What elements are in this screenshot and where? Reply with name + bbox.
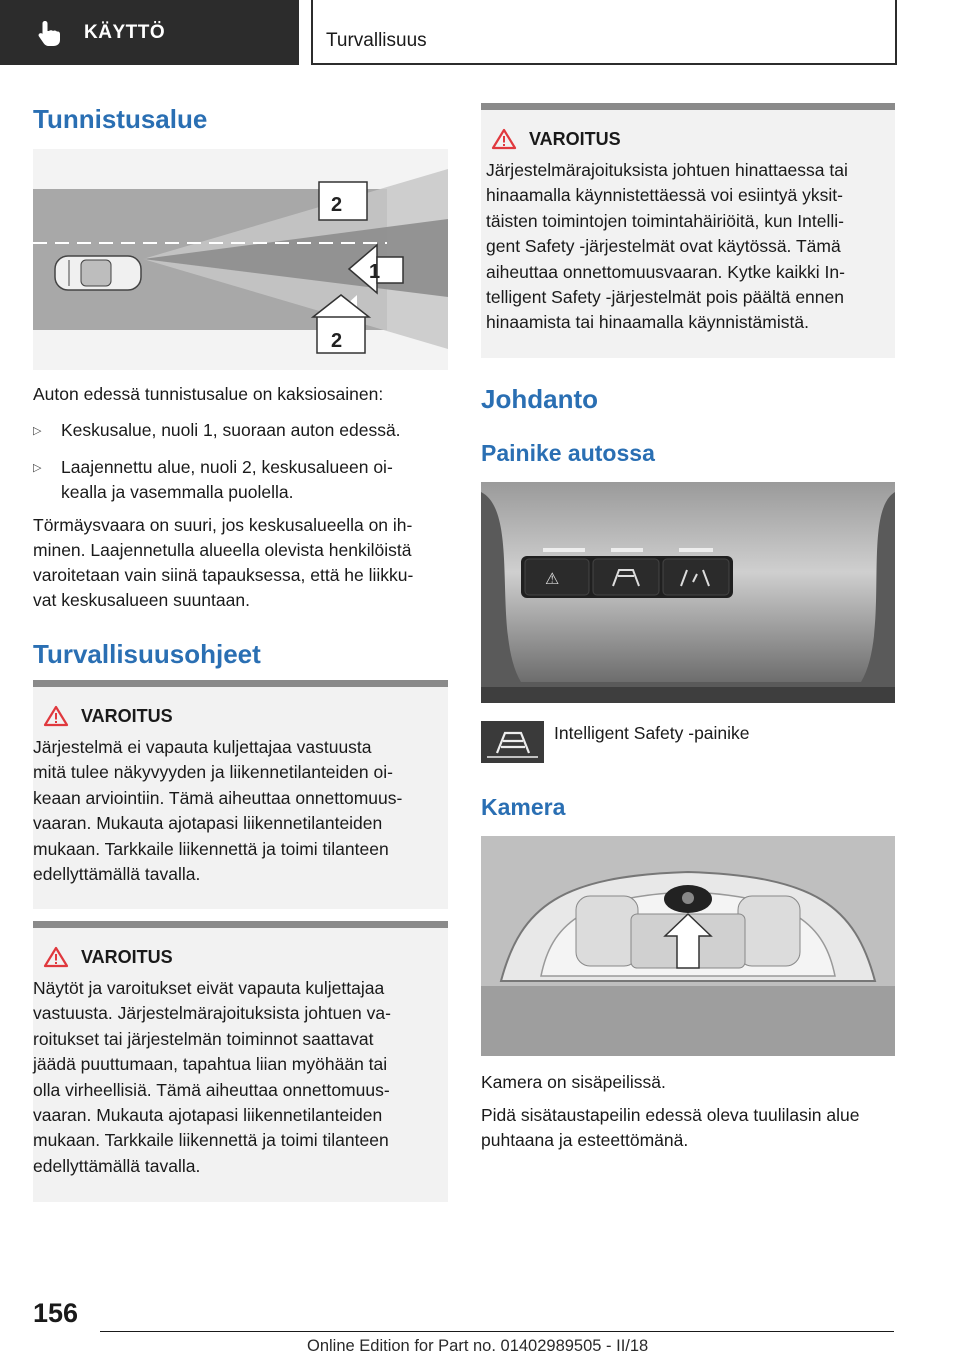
bullet-text: Laajennettu alue, nuoli 2, keskusalueen oi- kealla ja vasemmalla puolella.: [61, 457, 393, 502]
diagram-label-2-top: 2: [331, 194, 343, 216]
triangle-bullet-icon: ▷: [33, 462, 42, 474]
heading-introduction: Johdanto: [481, 384, 598, 414]
camera-location-text: Kamera on sisäpeilissä.: [481, 1072, 666, 1092]
warning-title: VAROITUS: [529, 128, 621, 149]
breadcrumb-label: Turvallisuus: [326, 30, 427, 51]
warning-title: VAROITUS: [81, 705, 173, 726]
warning-title: VAROITUS: [81, 946, 173, 967]
subheading-camera: Kamera: [481, 794, 566, 820]
camera-care-text: Pidä sisätaustapeilin edessä oleva tuulilasin alue puhtaana ja esteettömänä.: [481, 1105, 860, 1150]
warning-box: [481, 103, 895, 358]
footer-divider: [100, 1331, 894, 1332]
warning-triangle-icon: [43, 705, 69, 727]
section-tab: [0, 0, 299, 65]
warning-triangle-icon: [43, 946, 69, 968]
edition-footer: Online Edition for Part no. 01402989505 - II/18: [307, 1337, 649, 1355]
heading-safety-instructions: Turvallisuusohjeet: [33, 639, 261, 669]
detection-intro: Auton edessä tunnistusalue on kaksiosainen:: [33, 384, 384, 404]
bullet-text: Keskusalue, nuoli 1, suoraan auton edessä.: [61, 420, 401, 440]
list-item: [33, 418, 448, 444]
diagram-label-1: 1: [369, 261, 381, 283]
triangle-bullet-icon: ▷: [33, 425, 42, 437]
arrow-2-top: [319, 181, 367, 220]
heading-detection-area: Tunnistusalue: [33, 104, 208, 134]
page-number: 156: [33, 1298, 79, 1328]
svg-text:⚠: ⚠: [545, 569, 560, 588]
breadcrumb: [311, 0, 897, 65]
warning-box: [33, 921, 448, 1202]
list-item: [33, 455, 448, 505]
intelligent-safety-button-icon: [481, 721, 544, 763]
section-tab-label: KÄYTTÖ: [84, 21, 166, 43]
camera-location-photo: [481, 836, 895, 1056]
warning-text: Järjestelmärajoituksista johtuen hinattaessa tai hinaamalla käynnistettäessä voi esiintyä yksit- täisten toimintojen toimintahäiriöitä, kun Intelli- gent Safety -järjestelmät ovat käytössä. Tämä aiheuttaa onnettomuusvaaran. Kytke kaikki In- telligent Safety -järjestelmät pois päältä ennen hinaamista tai hinaamalla käynnistämistä.: [486, 160, 848, 333]
warning-box: [33, 680, 448, 909]
diagram-label-2-bottom: 2: [331, 330, 343, 352]
car-icon: [55, 256, 141, 290]
warning-text: Näytöt ja varoitukset eivät vapauta kuljettajaa vastuusta. Järjestelmärajoituksista johtuen va- roitukset tai järjestelmän toiminnot saattavat jäädä puuttumaan, tapahtua liian myöhään tai olla virheellisiä. Tämä aiheuttaa onnettomuus- vaaran. Mukauta ajotapasi liikennetilanteiden mukaan. Tarkkaile liikennettä ja toimi tilanteen edellyttämällä tavalla.: [33, 978, 391, 1176]
button-legend: [481, 721, 895, 765]
hand-pointer-icon: [36, 19, 62, 47]
warning-text: Järjestelmä ei vapauta kuljettajaa vastuusta mitä tulee näkyvyyden ja liikennetilanteiden oi- keaan arviointiin. Tämä aiheuttaa onnettomuus- vaaran. Mukauta ajotapasi liikennetilanteiden mukaan. Tarkkaile liikennettä ja toimi tilanteen edellyttämällä tavalla.: [33, 737, 403, 885]
warning-triangle-icon: [491, 128, 517, 150]
subheading-button-in-car: Painike autossa: [481, 440, 655, 466]
detection-area-diagram: [33, 149, 448, 370]
button-panel-photo: [481, 482, 895, 703]
button-caption: Intelligent Safety -painike: [554, 723, 750, 743]
collision-paragraph: Törmäysvaara on suuri, jos keskusalueella on ih- minen. Laajennetulla alueella olevista henkilöistä varoitetaan vain siinä tapauksessa, että he liikku- vat keskusalueen suuntaan.: [33, 515, 414, 610]
